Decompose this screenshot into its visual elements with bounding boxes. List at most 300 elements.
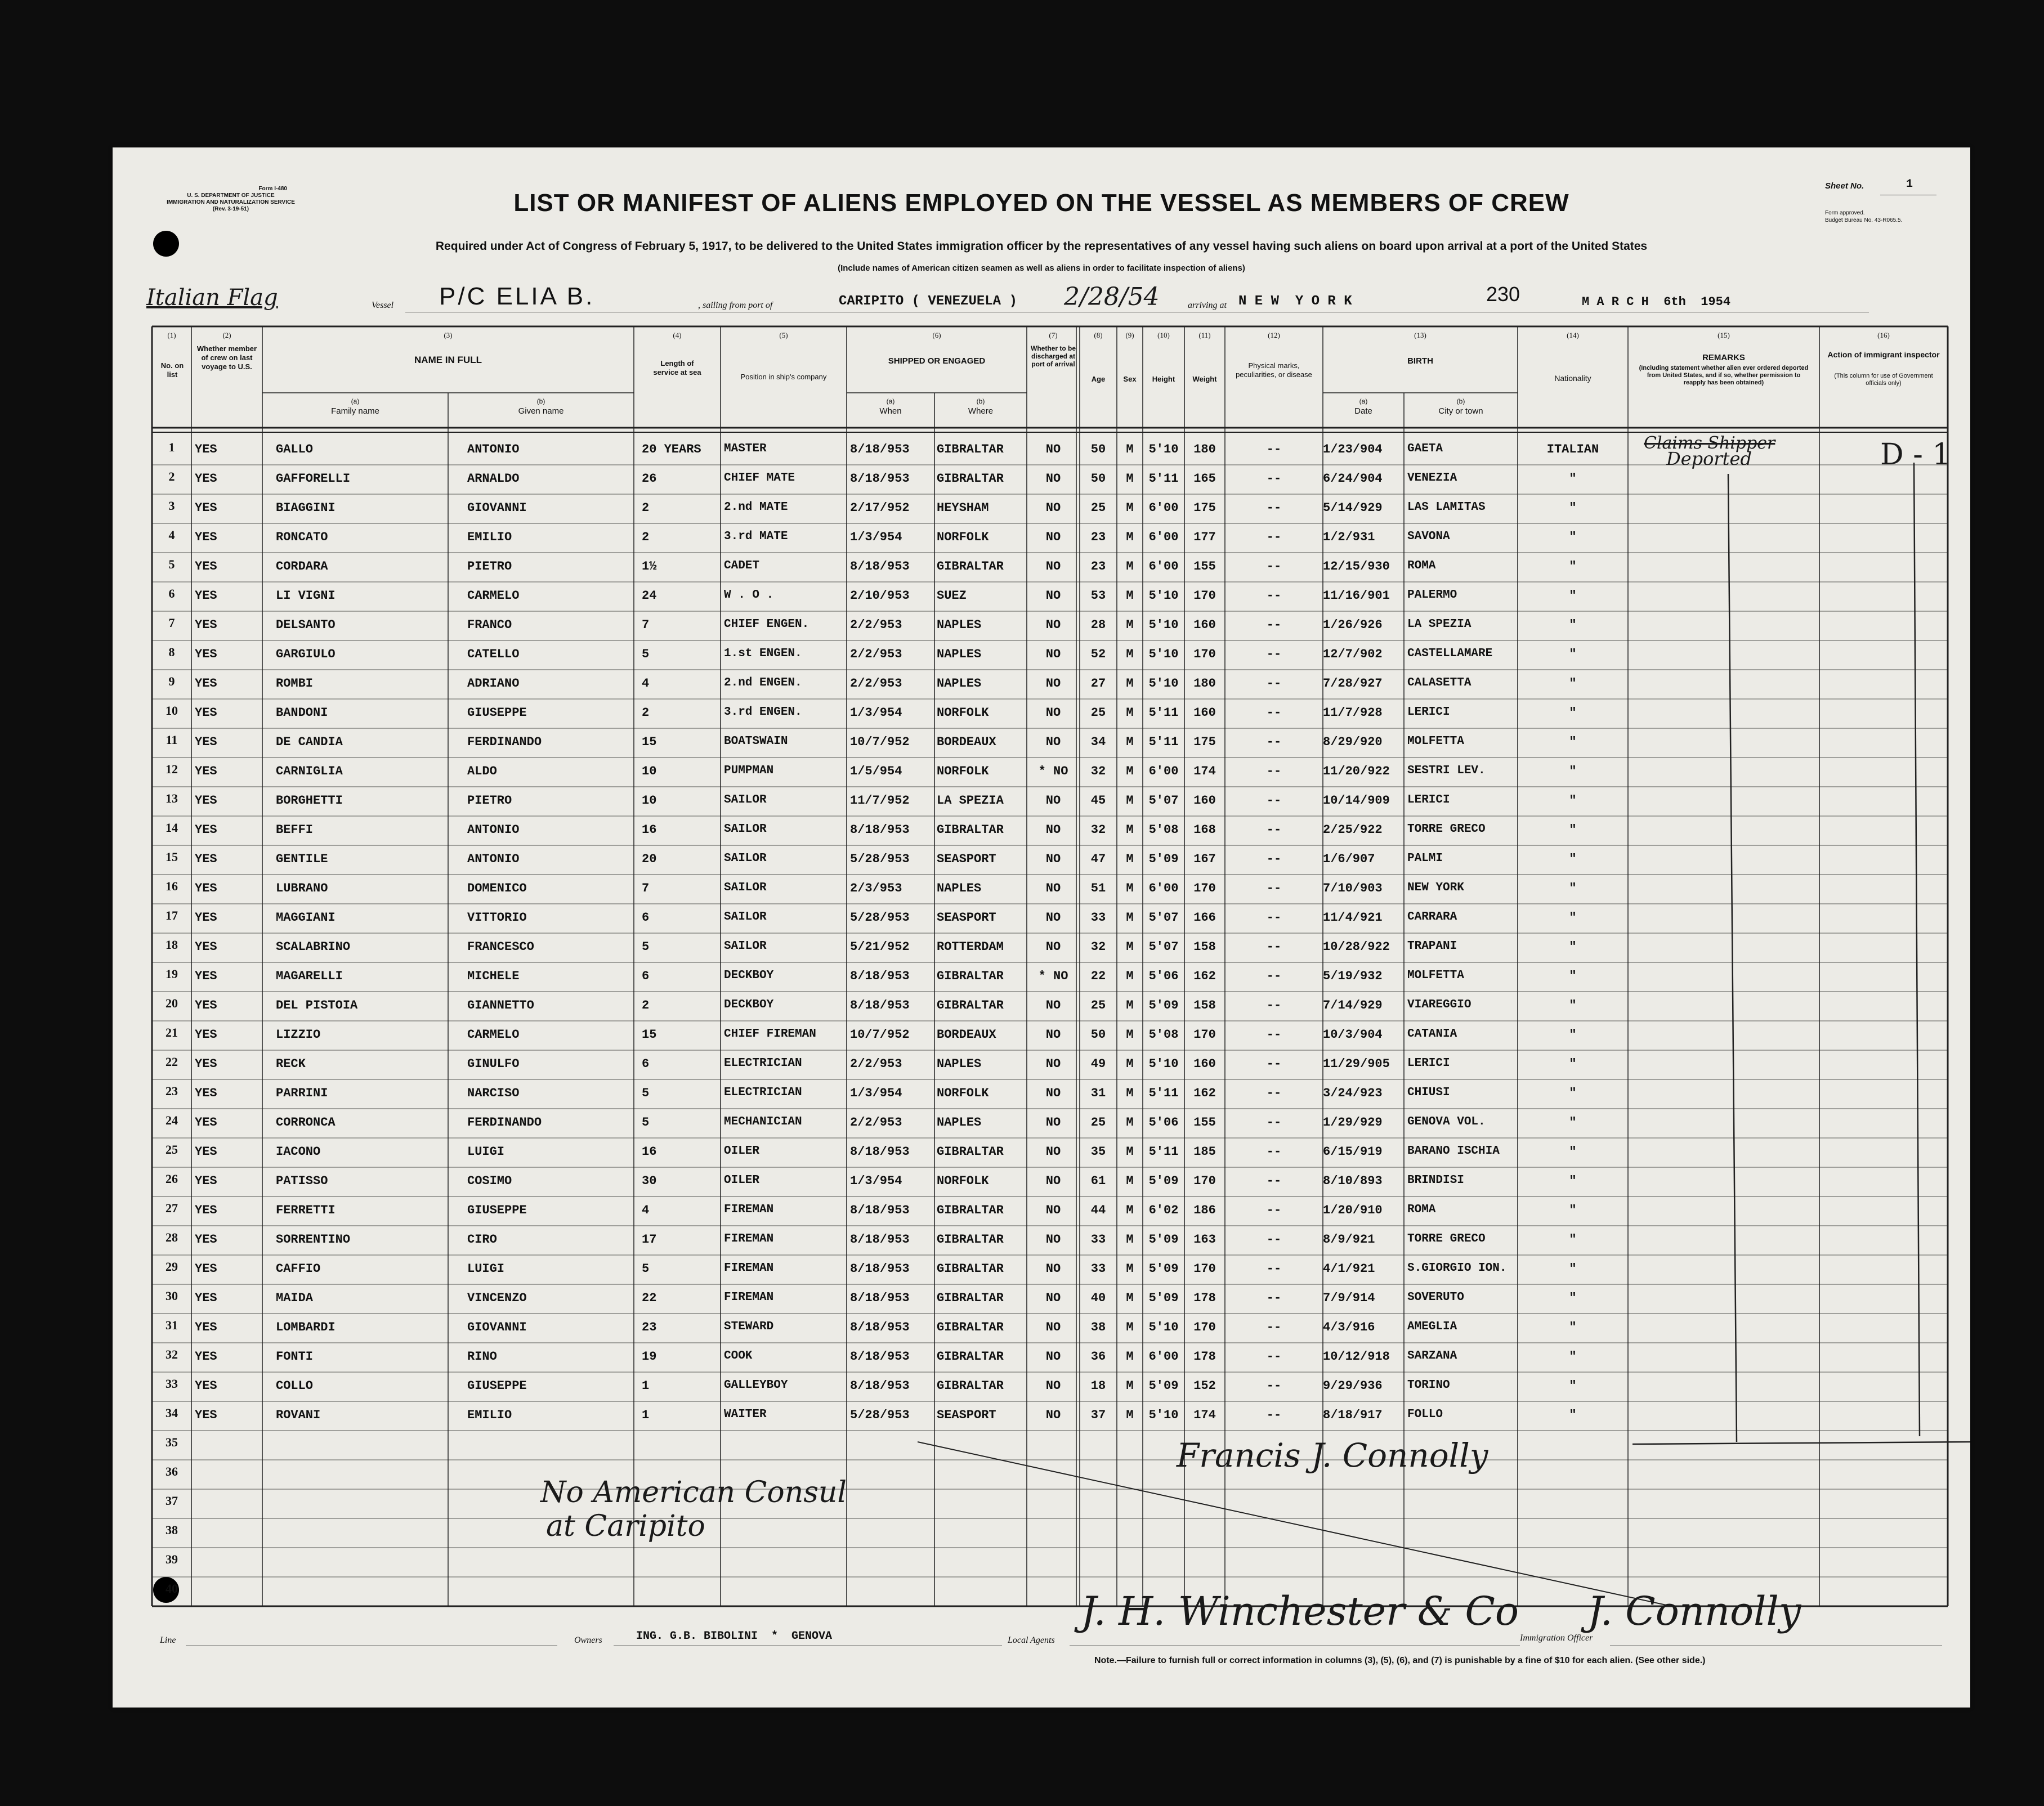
cell-weight: 170 — [1193, 1320, 1216, 1334]
cell-height: 5'10 — [1148, 1320, 1179, 1334]
col14-num: (14) — [1567, 331, 1579, 339]
cell-crew: YES — [195, 1203, 217, 1217]
cell-family: LOMBARDI — [276, 1320, 336, 1334]
cell-service: 15 — [642, 735, 657, 749]
col3b-num: (b) — [536, 397, 545, 405]
cell-height: 5'11 — [1148, 735, 1179, 749]
cell-crew: YES — [195, 1057, 217, 1071]
cell-bcity: PALMI — [1407, 852, 1443, 865]
cell-bdate: 7/14/929 — [1323, 998, 1383, 1012]
cell-bdate: 12/7/902 — [1323, 647, 1383, 661]
cell-bcity: ROMA — [1407, 1203, 1436, 1216]
cell-sex: M — [1126, 442, 1134, 456]
cell-service: 15 — [642, 1028, 657, 1042]
cell-bdate: 10/28/922 — [1323, 940, 1390, 954]
col10-num: (10) — [1157, 331, 1170, 339]
cell-where: GIBRALTAR — [937, 1320, 1004, 1334]
row-number: 32 — [166, 1347, 178, 1361]
cell-crew: YES — [195, 1086, 217, 1100]
consul-note-line2: at Caripito — [546, 1509, 705, 1543]
cell-given: RINO — [467, 1350, 497, 1364]
cell-crew: YES — [195, 1115, 217, 1130]
cell-weight: 185 — [1193, 1145, 1216, 1159]
col14-title: Nationality — [1554, 374, 1591, 383]
cell-service: 19 — [642, 1350, 657, 1364]
cell-weight: 170 — [1193, 589, 1216, 603]
cell-age: 25 — [1090, 501, 1106, 515]
cell-discharge: NO — [1045, 1350, 1061, 1364]
cell-crew: YES — [195, 998, 217, 1012]
cell-weight: 175 — [1193, 501, 1216, 515]
cell-marks: -- — [1266, 969, 1282, 983]
cell-given: ANTONIO — [467, 852, 520, 866]
cell-nat: " — [1569, 501, 1577, 515]
col15-num: (15) — [1718, 331, 1730, 339]
cell-age: 50 — [1090, 442, 1106, 456]
cell-position: CADET — [724, 559, 760, 572]
cell-bdate: 4/1/921 — [1323, 1262, 1375, 1276]
cell-where: NORFOLK — [937, 706, 989, 720]
cell-when: 8/18/953 — [850, 998, 910, 1012]
cell-nat: " — [1569, 794, 1577, 808]
cell-when: 2/2/953 — [850, 1115, 902, 1130]
cell-marks: -- — [1266, 559, 1282, 573]
cell-age: 25 — [1090, 706, 1106, 720]
cell-bdate: 11/7/928 — [1323, 706, 1383, 720]
row-number: 11 — [166, 733, 178, 747]
cell-family: MAGARELLI — [276, 969, 343, 983]
cell-discharge: NO — [1045, 998, 1061, 1012]
cell-service: 2 — [642, 530, 650, 544]
cell-marks: -- — [1266, 530, 1282, 544]
cell-given: GIUSEPPE — [467, 706, 527, 720]
cell-family: ROMBI — [276, 676, 314, 691]
cell-family: DE CANDIA — [276, 735, 343, 749]
cell-nat: " — [1569, 706, 1577, 720]
cell-age: 34 — [1090, 735, 1106, 749]
cell-marks: -- — [1266, 1145, 1282, 1159]
cell-bcity: AMEGLIA — [1407, 1320, 1457, 1333]
col4-title: Length of service at sea — [653, 359, 701, 377]
cell-where: NAPLES — [937, 618, 982, 632]
cell-position: OILER — [724, 1145, 760, 1158]
cell-position: 1.st ENGEN. — [724, 647, 802, 660]
cell-family: BEFFI — [276, 823, 314, 837]
cell-when: 5/28/953 — [850, 911, 910, 925]
master-signature: Francis J. Connolly — [1177, 1436, 1488, 1475]
cell-service: 2 — [642, 998, 650, 1012]
cell-where: GIBRALTAR — [937, 442, 1004, 456]
act-statement: Required under Act of Congress of February 5, 1917, to be delivered to the United States immigration officer by the representatives of any vessel having such aliens on board upon arrival at a port of the United States — [435, 240, 1648, 253]
cell-bcity: GENOVA VOL. — [1407, 1115, 1486, 1128]
row-number: 30 — [166, 1289, 178, 1303]
cell-marks: -- — [1266, 1408, 1282, 1422]
cell-bcity: TORRE GRECO — [1407, 823, 1486, 836]
cell-given: LUIGI — [467, 1145, 505, 1159]
cell-sex: M — [1126, 1291, 1134, 1305]
cell-given: GIANNETTO — [467, 998, 534, 1012]
cell-height: 5'06 — [1148, 1115, 1179, 1130]
cell-when: 8/18/953 — [850, 1350, 910, 1364]
cell-crew: YES — [195, 530, 217, 544]
cell-service: 16 — [642, 823, 657, 837]
cell-nat: " — [1569, 1145, 1577, 1159]
cell-marks: -- — [1266, 852, 1282, 866]
cell-age: 25 — [1090, 998, 1106, 1012]
cell-weight: 170 — [1193, 647, 1216, 661]
row-number: 13 — [166, 791, 178, 805]
cell-position: SAILOR — [724, 881, 767, 894]
cell-bcity: PALERMO — [1407, 589, 1457, 602]
cell-weight: 178 — [1193, 1350, 1216, 1364]
cell-where: NAPLES — [937, 676, 982, 691]
sheet-number-label: Sheet No. — [1825, 181, 1864, 191]
row-number: 17 — [166, 908, 178, 922]
cell-nat: " — [1569, 647, 1577, 661]
col1-num: (1) — [167, 331, 176, 339]
cell-position: SAILOR — [724, 911, 767, 924]
cell-sex: M — [1126, 911, 1134, 925]
cell-where: BORDEAUX — [937, 735, 996, 749]
cell-bcity: ROMA — [1407, 559, 1436, 572]
cell-bcity: BRINDISI — [1407, 1174, 1464, 1187]
cell-sex: M — [1126, 1203, 1134, 1217]
cell-sex: M — [1126, 1320, 1134, 1334]
vessel-label: Vessel — [372, 301, 394, 310]
cell-where: GIBRALTAR — [937, 1350, 1004, 1364]
port-from: CARIPITO ( VENEZUELA ) — [839, 294, 1017, 309]
cell-age: 50 — [1090, 472, 1106, 486]
col16-sub: (This column for use of Government officials only) — [1834, 373, 1933, 387]
cell-where: SEASPORT — [937, 911, 996, 925]
cell-where: ROTTERDAM — [937, 940, 1004, 954]
cell-weight: 175 — [1193, 735, 1216, 749]
cell-service: 22 — [642, 1291, 657, 1305]
remark-deported: Deported — [1666, 448, 1752, 469]
cell-service: 26 — [642, 472, 657, 486]
cell-discharge: NO — [1045, 501, 1061, 515]
cell-marks: -- — [1266, 647, 1282, 661]
cell-age: 47 — [1090, 852, 1106, 866]
cell-sex: M — [1126, 1086, 1134, 1100]
cell-crew: YES — [195, 1291, 217, 1305]
cell-age: 61 — [1090, 1174, 1106, 1188]
cell-height: 5'11 — [1148, 472, 1179, 486]
col13b-title: City or town — [1438, 406, 1483, 416]
row-number: 23 — [166, 1084, 178, 1098]
cell-nat: " — [1569, 940, 1577, 954]
cell-family: GALLO — [276, 442, 314, 456]
cell-when: 8/18/953 — [850, 1203, 910, 1217]
row-number: 7 — [168, 616, 175, 630]
empty-row-number: 38 — [166, 1523, 178, 1537]
cell-marks: -- — [1266, 881, 1282, 895]
cell-height: 6'02 — [1148, 1203, 1179, 1217]
vessel-name: P/C ELIA B. — [439, 283, 595, 310]
vessel-number: 230 — [1486, 283, 1520, 306]
cell-sex: M — [1126, 676, 1134, 691]
cell-service: 7 — [642, 881, 650, 895]
cell-when: 5/28/953 — [850, 1408, 910, 1422]
cell-when: 8/18/953 — [850, 559, 910, 573]
cell-sex: M — [1126, 794, 1134, 808]
cell-given: EMILIO — [467, 530, 512, 544]
row-number: 24 — [166, 1113, 178, 1127]
cell-position: DECKBOY — [724, 969, 774, 982]
cell-weight: 166 — [1193, 911, 1216, 925]
cell-service: 5 — [642, 940, 650, 954]
row-number: 4 — [168, 528, 175, 542]
col11-title: Weight — [1192, 375, 1217, 383]
cell-service: 1 — [642, 1379, 650, 1393]
cell-service: 23 — [642, 1320, 657, 1334]
cell-discharge: NO — [1045, 676, 1061, 691]
cell-nat: " — [1569, 1262, 1577, 1276]
cell-weight: 174 — [1193, 1408, 1216, 1422]
cell-marks: -- — [1266, 1262, 1282, 1276]
cell-height: 5'09 — [1148, 1233, 1179, 1247]
cell-discharge: NO — [1045, 1057, 1061, 1071]
cell-family: GARGIULO — [276, 647, 336, 661]
consul-note-line1: No American Consul — [540, 1476, 847, 1509]
cell-height: 5'10 — [1148, 618, 1179, 632]
cell-discharge: NO — [1045, 1115, 1061, 1130]
officer-signature: J. Connolly — [1587, 1588, 1801, 1634]
cell-bdate: 1/6/907 — [1323, 852, 1375, 866]
cell-height: 5'08 — [1148, 823, 1179, 837]
cell-family: PATISSO — [276, 1174, 328, 1188]
owners-label: Owners — [574, 1635, 602, 1645]
cell-family: GENTILE — [276, 852, 328, 866]
cell-bcity: CATANIA — [1407, 1028, 1457, 1041]
service: IMMIGRATION AND NATURALIZATION SERVICE — [167, 199, 295, 205]
cell-bcity: SARZANA — [1407, 1350, 1457, 1363]
department: U. S. DEPARTMENT OF JUSTICE — [187, 192, 275, 199]
remarks-ditto-line — [1728, 474, 1737, 1442]
cell-height: 6'00 — [1148, 1350, 1179, 1364]
cell-weight: 160 — [1193, 794, 1216, 808]
cell-height: 5'09 — [1148, 1291, 1179, 1305]
cell-crew: YES — [195, 706, 217, 720]
cell-weight: 160 — [1193, 618, 1216, 632]
cell-height: 5'09 — [1148, 998, 1179, 1012]
sailing-label: , sailing from port of — [698, 301, 773, 310]
cell-sex: M — [1126, 969, 1134, 983]
cell-height: 5'10 — [1148, 676, 1179, 691]
cell-given: GINULFO — [467, 1057, 520, 1071]
agent-signature: J. H. Winchester & Co — [1081, 1588, 1519, 1634]
cell-bdate: 1/26/926 — [1323, 618, 1383, 632]
cell-age: 28 — [1090, 618, 1106, 632]
cell-where: LA SPEZIA — [937, 794, 1004, 808]
col6-num: (6) — [932, 331, 941, 339]
cell-given: ANTONIO — [467, 823, 520, 837]
cell-crew: YES — [195, 589, 217, 603]
cell-when: 2/10/953 — [850, 589, 910, 603]
cell-discharge: NO — [1045, 852, 1061, 866]
cell-where: BORDEAUX — [937, 1028, 996, 1042]
cell-sex: M — [1126, 1233, 1134, 1247]
cell-given: ANTONIO — [467, 442, 520, 456]
cell-height: 5'06 — [1148, 969, 1179, 983]
cell-where: GIBRALTAR — [937, 1203, 1004, 1217]
cell-sex: M — [1126, 472, 1134, 486]
cell-height: 5'10 — [1148, 442, 1179, 456]
cell-family: DEL PISTOIA — [276, 998, 358, 1012]
cell-weight: 170 — [1193, 881, 1216, 895]
cell-bdate: 7/28/927 — [1323, 676, 1383, 691]
cell-bdate: 4/3/916 — [1323, 1320, 1375, 1334]
row-number: 34 — [166, 1406, 178, 1420]
cell-marks: -- — [1266, 764, 1282, 778]
cell-where: GIBRALTAR — [937, 1291, 1004, 1305]
col2-num: (2) — [222, 331, 231, 339]
cell-position: FIREMAN — [724, 1233, 774, 1245]
cell-family: ROVANI — [276, 1408, 321, 1422]
cell-bdate: 5/19/932 — [1323, 969, 1383, 983]
cell-sex: M — [1126, 1115, 1134, 1130]
remark-struck-text: Claims Shipper — [1644, 433, 1775, 453]
cell-marks: -- — [1266, 735, 1282, 749]
cell-family: LUBRANO — [276, 881, 328, 895]
cell-family: FERRETTI — [276, 1203, 336, 1217]
cell-nat: " — [1569, 1086, 1577, 1100]
cell-bcity: CARRARA — [1407, 911, 1457, 924]
col13a-num: (a) — [1359, 397, 1368, 405]
cell-bdate: 10/12/918 — [1323, 1350, 1390, 1364]
cell-family: CORDARA — [276, 559, 328, 573]
cell-bcity: LA SPEZIA — [1407, 618, 1471, 631]
cell-weight: 158 — [1193, 940, 1216, 954]
cell-family: PARRINI — [276, 1086, 328, 1100]
cell-nat: " — [1569, 530, 1577, 544]
page-title: LIST OR MANIFEST OF ALIENS EMPLOYED ON THE VESSEL AS MEMBERS OF CREW — [513, 189, 1569, 217]
cell-given: ARNALDO — [467, 472, 520, 486]
cell-position: DECKBOY — [724, 998, 774, 1011]
cell-height: 5'11 — [1148, 1086, 1179, 1100]
row-number: 15 — [166, 850, 178, 864]
cell-bdate: 11/20/922 — [1323, 764, 1390, 778]
cell-bcity: CALASETTA — [1407, 676, 1471, 689]
cell-discharge: NO — [1045, 1320, 1061, 1334]
cell-marks: -- — [1266, 589, 1282, 603]
cell-sex: M — [1126, 1408, 1134, 1422]
cell-when: 10/7/952 — [850, 1028, 910, 1042]
cell-crew: YES — [195, 852, 217, 866]
cell-given: FERDINANDO — [467, 735, 542, 749]
cell-sex: M — [1126, 881, 1134, 895]
cell-weight: 162 — [1193, 969, 1216, 983]
cell-sex: M — [1126, 1350, 1134, 1364]
cell-where: NAPLES — [937, 1115, 982, 1130]
cell-crew: YES — [195, 1174, 217, 1188]
col12-title: Physical marks, peculiarities, or disease — [1236, 361, 1312, 379]
cell-bdate: 10/3/904 — [1323, 1028, 1383, 1042]
cell-position: SAILOR — [724, 823, 767, 836]
officer-label: Immigration Officer — [1520, 1633, 1593, 1643]
cell-where: GIBRALTAR — [937, 1145, 1004, 1159]
cell-position: 3.rd ENGEN. — [724, 706, 802, 719]
col11-num: (11) — [1198, 331, 1211, 339]
cell-when: 8/18/953 — [850, 1262, 910, 1276]
cell-age: 49 — [1090, 1057, 1106, 1071]
cell-sex: M — [1126, 1174, 1134, 1188]
cell-age: 33 — [1090, 1262, 1106, 1276]
cell-position: FIREMAN — [724, 1203, 774, 1216]
cell-height: 5'09 — [1148, 1379, 1179, 1393]
cell-discharge: * NO — [1038, 764, 1068, 778]
cell-position: BOATSWAIN — [724, 735, 788, 748]
cell-given: MICHELE — [467, 969, 520, 983]
cell-marks: -- — [1266, 472, 1282, 486]
cell-family: GAFFORELLI — [276, 472, 351, 486]
cell-where: NAPLES — [937, 647, 982, 661]
cell-crew: YES — [195, 1028, 217, 1042]
cell-given: ADRIANO — [467, 676, 520, 691]
empty-row-number: 40 — [166, 1581, 178, 1596]
col16-title: Action of immigrant inspector — [1827, 350, 1940, 359]
cell-marks: -- — [1266, 1057, 1282, 1071]
cell-height: 5'10 — [1148, 1408, 1179, 1422]
cell-bdate: 8/18/917 — [1323, 1408, 1383, 1422]
cell-height: 5'11 — [1148, 1145, 1179, 1159]
cell-bdate: 8/9/921 — [1323, 1233, 1375, 1247]
inspector-action: D - 1 — [1880, 438, 1951, 472]
cell-age: 52 — [1090, 647, 1106, 661]
cell-family: CAFFIO — [276, 1262, 321, 1276]
cell-bcity: LERICI — [1407, 794, 1450, 806]
cell-sex: M — [1126, 1262, 1134, 1276]
cell-bcity: CASTELLAMARE — [1407, 647, 1493, 660]
flag-note: Italian Flag — [146, 285, 278, 311]
cell-bdate: 1/23/904 — [1323, 442, 1383, 456]
cell-service: 20 YEARS — [642, 442, 701, 456]
cell-marks: -- — [1266, 1233, 1282, 1247]
cell-bcity: VENEZIA — [1407, 472, 1457, 485]
cell-sex: M — [1126, 559, 1134, 573]
cell-given: NARCISO — [467, 1086, 520, 1100]
cell-weight: 152 — [1193, 1379, 1216, 1393]
empty-row-number: 39 — [166, 1552, 178, 1566]
cell-position: STEWARD — [724, 1320, 774, 1333]
cell-sex: M — [1126, 1145, 1134, 1159]
cell-nat: " — [1569, 1408, 1577, 1422]
cell-weight: 170 — [1193, 1174, 1216, 1188]
row-number: 16 — [166, 879, 178, 893]
cell-position: MECHANICIAN — [724, 1115, 802, 1128]
cell-given: DOMENICO — [467, 881, 527, 895]
cell-where: GIBRALTAR — [937, 1233, 1004, 1247]
cell-family: SCALABRINO — [276, 940, 351, 954]
cell-service: 24 — [642, 589, 657, 603]
cell-sex: M — [1126, 1379, 1134, 1393]
cell-sex: M — [1126, 852, 1134, 866]
cell-family: BORGHETTI — [276, 794, 343, 808]
cell-where: GIBRALTAR — [937, 998, 1004, 1012]
cell-weight: 167 — [1193, 852, 1216, 866]
cell-sex: M — [1126, 647, 1134, 661]
cell-age: 51 — [1090, 881, 1106, 895]
cell-service: 1½ — [642, 559, 657, 573]
cell-nat: " — [1569, 1028, 1577, 1042]
cell-bdate: 7/9/914 — [1323, 1291, 1375, 1305]
cell-marks: -- — [1266, 1320, 1282, 1334]
cell-where: GIBRALTAR — [937, 472, 1004, 486]
col2-title: Whether member of crew on last voyage to U.S. — [196, 344, 257, 371]
cell-weight: 177 — [1193, 530, 1216, 544]
cell-family: BIAGGINI — [276, 501, 336, 515]
cell-height: 5'10 — [1148, 1057, 1179, 1071]
